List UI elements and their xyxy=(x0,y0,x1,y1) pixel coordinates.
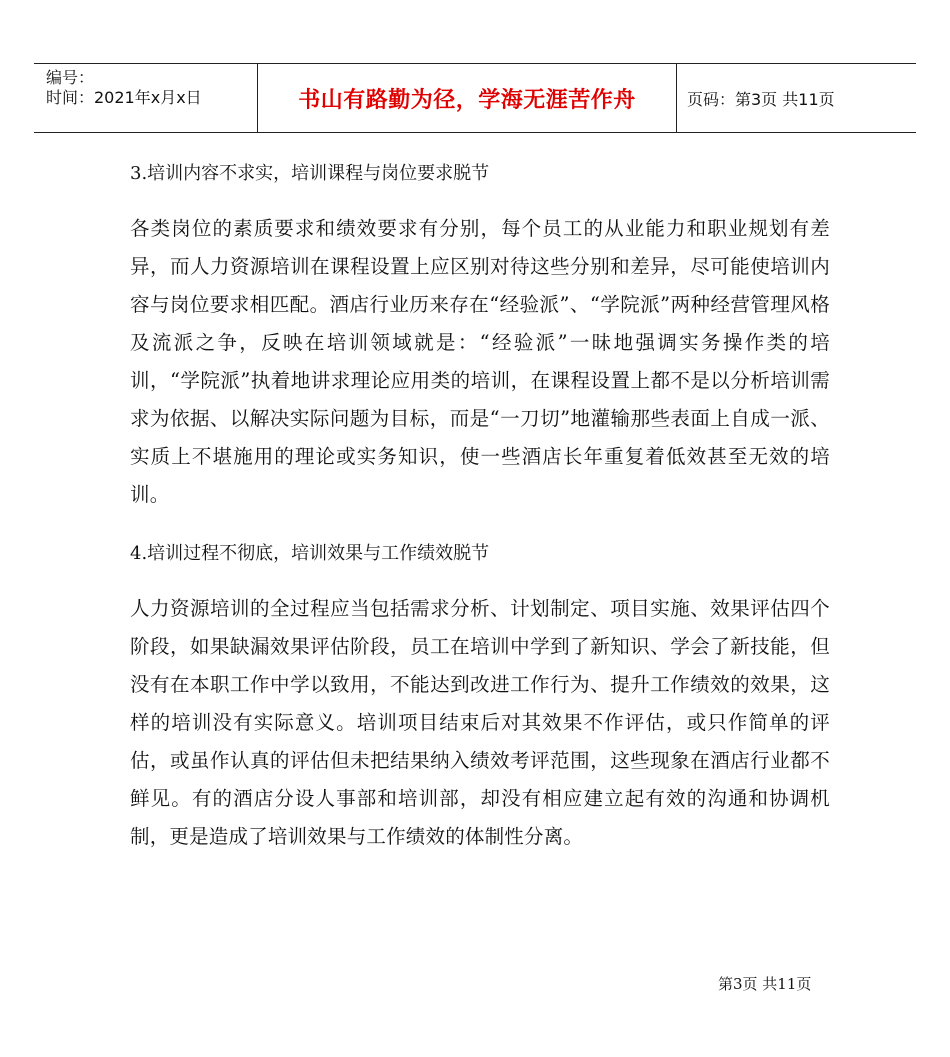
header-motto: 书山有路勤为径，学海无涯苦作舟 xyxy=(258,64,677,132)
header-meta xyxy=(34,64,258,132)
section-paragraph-3: 各类岗位的素质要求和绩效要求有分别，每个员工的从业能力和职业规划有差异，而人力资源培训在课程设置上应区别对待这些分别和差异，尽可能使培训内容与岗位要求相匹配。酒店行业历来存在“经验派”、“学院派”两种经营管理风格及流派之争，反映在培训领域就是：“经验派”一昧地强调实务操作类的培训，“学院派”执着地讲求理论应用类的培训，在课程设置上都不是以分析培训需求为依据、以解决实际问题为目标，而是“一刀切”地灌输那些表面上自成一派、实质上不堪施用的理论或实务知识，使一些酒店长年重复着低效甚至无效的培训。 xyxy=(130,217,830,506)
page-footer: 第3页 共11页 xyxy=(718,975,812,993)
time-label: 时间：2021年x月x日 xyxy=(46,88,202,107)
section-heading-4: 4.培训过程不彻底，培训效果与工作绩效脱节 xyxy=(130,543,490,564)
section-paragraph-4: 人力资源培训的全过程应当包括需求分析、计划制定、项目实施、效果评估四个阶段，如果缺漏效果评估阶段，员工在培训中学到了新知识、学会了新技能，但没有在本职工作中学以致用，不能达到改进工作行为、提升工作绩效的效果，这样的培训没有实际意义。培训项目结束后对其效果不作评估，或只作简单的评估，或虽作认真的评估但未把结果纳入绩效考评范围，这些现象在酒店行业都不鲜见。有的酒店分设人事部和培训部，却没有相应建立起有效的沟通和协调机制，更是造成了培训效果与工作绩效的体制性分离。 xyxy=(130,597,830,848)
document-body xyxy=(130,158,830,880)
number-label: 编号： xyxy=(46,68,95,87)
section-heading-3: 3.培训内容不求实，培训课程与岗位要求脱节 xyxy=(130,163,490,184)
document-header xyxy=(34,63,916,133)
header-page-code: 页码：第3页 共11页 xyxy=(687,89,835,109)
